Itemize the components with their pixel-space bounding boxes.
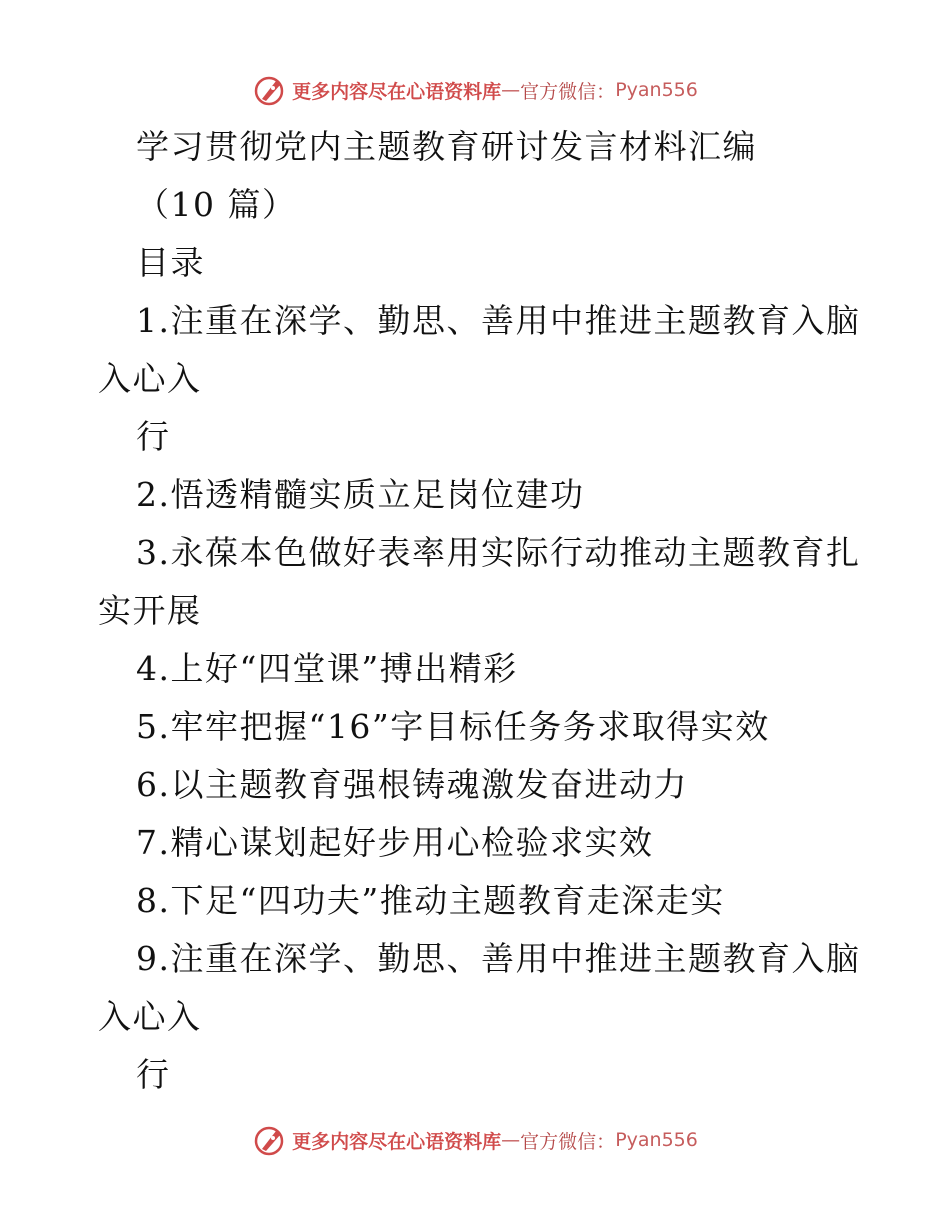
watermark-label: 官方微信：: [520, 80, 616, 103]
document-title-count: （10 篇）: [136, 185, 297, 224]
footer-watermark: [0, 1120, 950, 1160]
toc-item-5: 5.牢牢把握“16”字目标任务务求取得实效: [136, 707, 770, 746]
watermark-separator: —: [501, 79, 521, 101]
toc-item-9-cont: 入心入: [98, 997, 202, 1036]
watermark-main-text: 更多内容尽在心语资料库: [292, 1130, 502, 1153]
pen-nib-circle-icon: [252, 1122, 288, 1158]
toc-item-1-cont2: 行: [136, 417, 171, 456]
toc-item-9: 9.注重在深学、勤思、善用中推进主题教育入脑: [136, 939, 861, 978]
toc-item-1-cont: 入心入: [98, 359, 202, 398]
toc-heading: 目录: [136, 243, 205, 282]
document-title: 学习贯彻党内主题教育研讨发言材料汇编: [136, 127, 757, 166]
toc-item-8: 8.下足“四功夫”推动主题教育走深走实: [136, 881, 725, 920]
toc-item-9-cont2: 行: [136, 1055, 171, 1094]
watermark-wechat-id: Pyan556: [615, 79, 698, 101]
pen-nib-circle-icon: [252, 72, 288, 108]
toc-item-4: 4.上好“四堂课”搏出精彩: [136, 649, 518, 688]
toc-item-3: 3.永葆本色做好表率用实际行动推动主题教育扎: [136, 533, 861, 572]
watermark-label: 官方微信：: [520, 1130, 616, 1153]
watermark-separator: —: [501, 1129, 521, 1151]
header-watermark: [0, 70, 950, 110]
toc-item-3-cont: 实开展: [98, 591, 202, 630]
toc-item-1: 1.注重在深学、勤思、善用中推进主题教育入脑: [136, 301, 861, 340]
toc-item-6: 6.以主题教育强根铸魂激发奋进动力: [136, 765, 688, 804]
watermark-main-text: 更多内容尽在心语资料库: [292, 80, 502, 103]
toc-item-2: 2.悟透精髓实质立足岗位建功: [136, 475, 585, 514]
watermark-wechat-id: Pyan556: [615, 1129, 698, 1151]
toc-item-7: 7.精心谋划起好步用心检验求实效: [136, 823, 654, 862]
